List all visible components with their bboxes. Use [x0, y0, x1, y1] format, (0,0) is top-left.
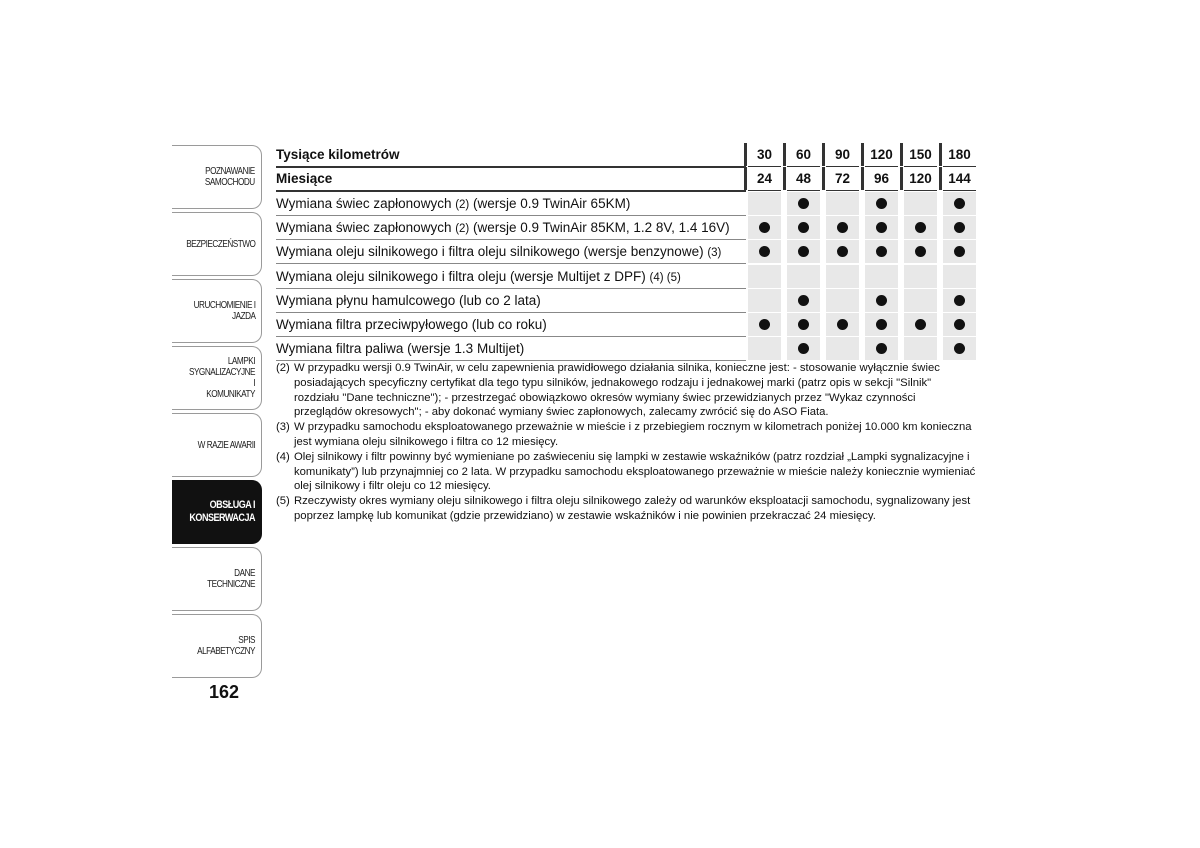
interval-cell [943, 289, 976, 313]
interval-cell [748, 192, 781, 216]
row-text: Wymiana płynu hamulcowego (lub co 2 lata) [276, 292, 541, 308]
interval-cell [865, 265, 898, 289]
footnotes [276, 361, 976, 524]
tab-dane-techniczne[interactable] [172, 547, 262, 611]
tab-label: LAMPKI SYGNALIZACYJNE I KOMUNIKATY [188, 356, 255, 400]
interval-cell [787, 337, 820, 361]
footnote-ref: (4) (5) [649, 271, 681, 284]
header-cell: 96 [865, 167, 898, 191]
footnote-number: (5) [276, 495, 290, 508]
bullet-icon [876, 319, 887, 330]
interval-cell [904, 289, 937, 313]
bullet-icon [915, 222, 926, 233]
interval-cell [826, 192, 859, 216]
interval-cell [943, 240, 976, 264]
interval-cell [826, 289, 859, 313]
footnote-ref: (2) [455, 198, 470, 211]
row-text-suffix: (wersje 0.9 TwinAir 65KM) [469, 195, 631, 211]
bullet-icon [876, 198, 887, 209]
interval-cell [748, 216, 781, 240]
row-text: Wymiana oleju silnikowego i filtra oleju silnikowego (wersje benzynowe) [276, 244, 708, 260]
tab-lampki-sygnalizacyjne[interactable] [172, 346, 262, 410]
table-row [276, 337, 976, 361]
interval-cell [748, 313, 781, 337]
row-text: Wymiana świec zapłonowych [276, 219, 456, 235]
tab-poznawanie-samochodu[interactable] [172, 145, 262, 209]
bullet-icon [915, 319, 926, 330]
bullet-icon [798, 198, 809, 209]
interval-cell [826, 240, 859, 264]
header-cell: 120 [904, 167, 937, 191]
row-text: Wymiana świec zapłonowych [276, 195, 456, 211]
interval-cell [904, 313, 937, 337]
header-cell: 24 [748, 167, 781, 191]
bullet-icon [759, 319, 770, 330]
bullet-icon [759, 246, 770, 257]
tab-label: DANE TECHNICZNE [207, 568, 255, 590]
row-label: Miesiące [276, 171, 333, 187]
header-cell: 60 [787, 143, 820, 167]
bullet-icon [954, 319, 965, 330]
header-cell: 30 [748, 143, 781, 167]
interval-cell [904, 337, 937, 361]
footnote-text: Rzeczywisty okres wymiany oleju silnikowego i filtra oleju silnikowego zależy od warunków eksploatacji samochodu, sygnalizowany jest poprzez lampkę lub komunikat (gdzie przewidziano) w zestawie wskaźników i nie powinien przekraczać 24 miesięcy. [294, 495, 971, 522]
row-label [276, 265, 746, 289]
row-label: Tysiące kilometrów [276, 147, 400, 162]
footnote-ref: (2) [455, 222, 470, 235]
interval-cell [748, 240, 781, 264]
row-label [276, 216, 746, 240]
bullet-icon [759, 222, 770, 233]
interval-cell [943, 337, 976, 361]
bullet-icon [876, 343, 887, 354]
table-row [276, 313, 976, 337]
interval-cell [865, 337, 898, 361]
tab-label: OBSŁUGA I KONSERWACJA [189, 499, 255, 524]
footnote-number: (2) [276, 362, 290, 374]
bullet-icon [798, 319, 809, 330]
interval-cell [943, 192, 976, 216]
table-row [276, 240, 976, 264]
tab-uruchomienie-i-jazda[interactable] [172, 279, 262, 343]
interval-cell [826, 313, 859, 337]
header-row-km [276, 143, 976, 167]
footnote-number: (3) [276, 421, 290, 434]
interval-cell [787, 289, 820, 313]
footnote-text: W przypadku samochodu eksploatowanego przeważnie w mieście i z przebiegiem rocznym w kilometrach poniżej 10.000 km konieczna jest wymiana oleju silnikowego i filtra co 12 miesięcy. [294, 421, 972, 448]
row-text: Wymiana filtra przeciwpyłowego (lub co roku) [276, 317, 547, 333]
bullet-icon [876, 246, 887, 257]
row-text: Wymiana filtra paliwa (wersje 1.3 Multijet) [276, 341, 525, 357]
bullet-icon [876, 222, 887, 233]
interval-cell [787, 240, 820, 264]
interval-cell [826, 337, 859, 361]
interval-cell [865, 192, 898, 216]
interval-cell [943, 265, 976, 289]
bullet-icon [954, 222, 965, 233]
footnote-text: W przypadku wersji 0.9 TwinAir, w celu zapewnienia prawidłowego działania silnika, konieczne jest: - stosowanie wyłącznie świec posiadających specyficzny certyfikat dla tego typu silników, jednakowego rodzaju i jednakowej marki (patrz opis w sekcji "Silnik" rozdziału "Dane techniczne"); - przestrzegać obowiązkowo okresów wymiany świec przewidzianych przez "Wykaz czynności przeglądów okresowych"; - aby dokonać wymiany świec zapłonowych, zalecamy zwrócić się do ASO Fiata. [294, 362, 940, 419]
interval-cell [748, 337, 781, 361]
bullet-icon [915, 246, 926, 257]
interval-cell [904, 216, 937, 240]
bullet-icon [876, 295, 887, 306]
tab-spis-alfabetyczny[interactable] [172, 614, 262, 678]
interval-cell [865, 240, 898, 264]
row-label [276, 192, 746, 216]
bullet-icon [954, 343, 965, 354]
bullet-icon [798, 343, 809, 354]
interval-cell [787, 313, 820, 337]
tab-bezpieczenstwo[interactable] [172, 212, 262, 276]
row-label [276, 313, 746, 337]
footnote-text: Olej silnikowy i filtr powinny być wymieniane po zaświeceniu się lampki w zestawie wskaźników (patrz rozdział „Lampki sygnalizacyjne i komunikaty”) lub przynajmniej co 2 lata. W przypadku samochodu eksploatowanego przeważnie w mieście należy koniecznie wymieniać olej silnikowy i filtr oleju co 12 miesięcy. [294, 450, 976, 493]
tab-label: SPIS ALFABETYCZNY [197, 635, 255, 657]
interval-cell [904, 192, 937, 216]
interval-cell [787, 216, 820, 240]
row-label [276, 337, 746, 361]
tab-label: URUCHOMIENIE I JAZDA [193, 300, 255, 322]
header-cell: 48 [787, 167, 820, 191]
header-cell: 90 [826, 143, 859, 167]
header-cell: 144 [943, 167, 976, 191]
interval-cell [865, 289, 898, 313]
header-cell: 150 [904, 143, 937, 167]
table-row [276, 289, 976, 313]
table-row [276, 216, 976, 240]
bullet-icon [837, 222, 848, 233]
header-cell: 72 [826, 167, 859, 191]
bullet-icon [798, 222, 809, 233]
interval-cell [943, 313, 976, 337]
bullet-icon [837, 319, 848, 330]
interval-cell [943, 216, 976, 240]
header-cell: 120 [865, 143, 898, 167]
table-row [276, 192, 976, 216]
row-label [276, 240, 746, 264]
interval-cell [748, 265, 781, 289]
table-row [276, 265, 976, 289]
interval-cell [748, 289, 781, 313]
interval-cell [904, 265, 937, 289]
tab-label: W RAZIE AWARII [197, 439, 255, 451]
interval-cell [865, 313, 898, 337]
interval-cell [904, 240, 937, 264]
row-label [276, 289, 746, 313]
header-row-months [276, 167, 976, 191]
tab-w-razie-awarii[interactable] [172, 413, 262, 477]
row-text-suffix: (wersje 0.9 TwinAir 85KM, 1.2 8V, 1.4 16V) [469, 219, 730, 235]
bullet-icon [837, 246, 848, 257]
tab-label: POZNAWANIE SAMOCHODU [205, 166, 255, 188]
bullet-icon [798, 295, 809, 306]
header-cell: 180 [943, 143, 976, 167]
interval-cell [787, 265, 820, 289]
row-text: Wymiana oleju silnikowego i filtra oleju (wersje Multijet z DPF) [276, 268, 650, 284]
bullet-icon [798, 246, 809, 257]
bullet-icon [954, 246, 965, 257]
footnote-ref: (3) [707, 247, 722, 260]
footnote-number: (4) [276, 450, 290, 463]
footnote [276, 361, 976, 420]
footnote [276, 494, 976, 524]
interval-cell [826, 216, 859, 240]
interval-cell [865, 216, 898, 240]
footnote [276, 420, 976, 450]
tab-obsluga-i-konserwacja[interactable] [172, 480, 262, 544]
interval-cell [787, 192, 820, 216]
interval-cell [826, 265, 859, 289]
bullet-icon [954, 198, 965, 209]
tab-label: BEZPIECZEŃSTWO [185, 238, 255, 250]
bullet-icon [954, 295, 965, 306]
page-number: 162 [209, 682, 240, 702]
footnote [276, 450, 976, 494]
